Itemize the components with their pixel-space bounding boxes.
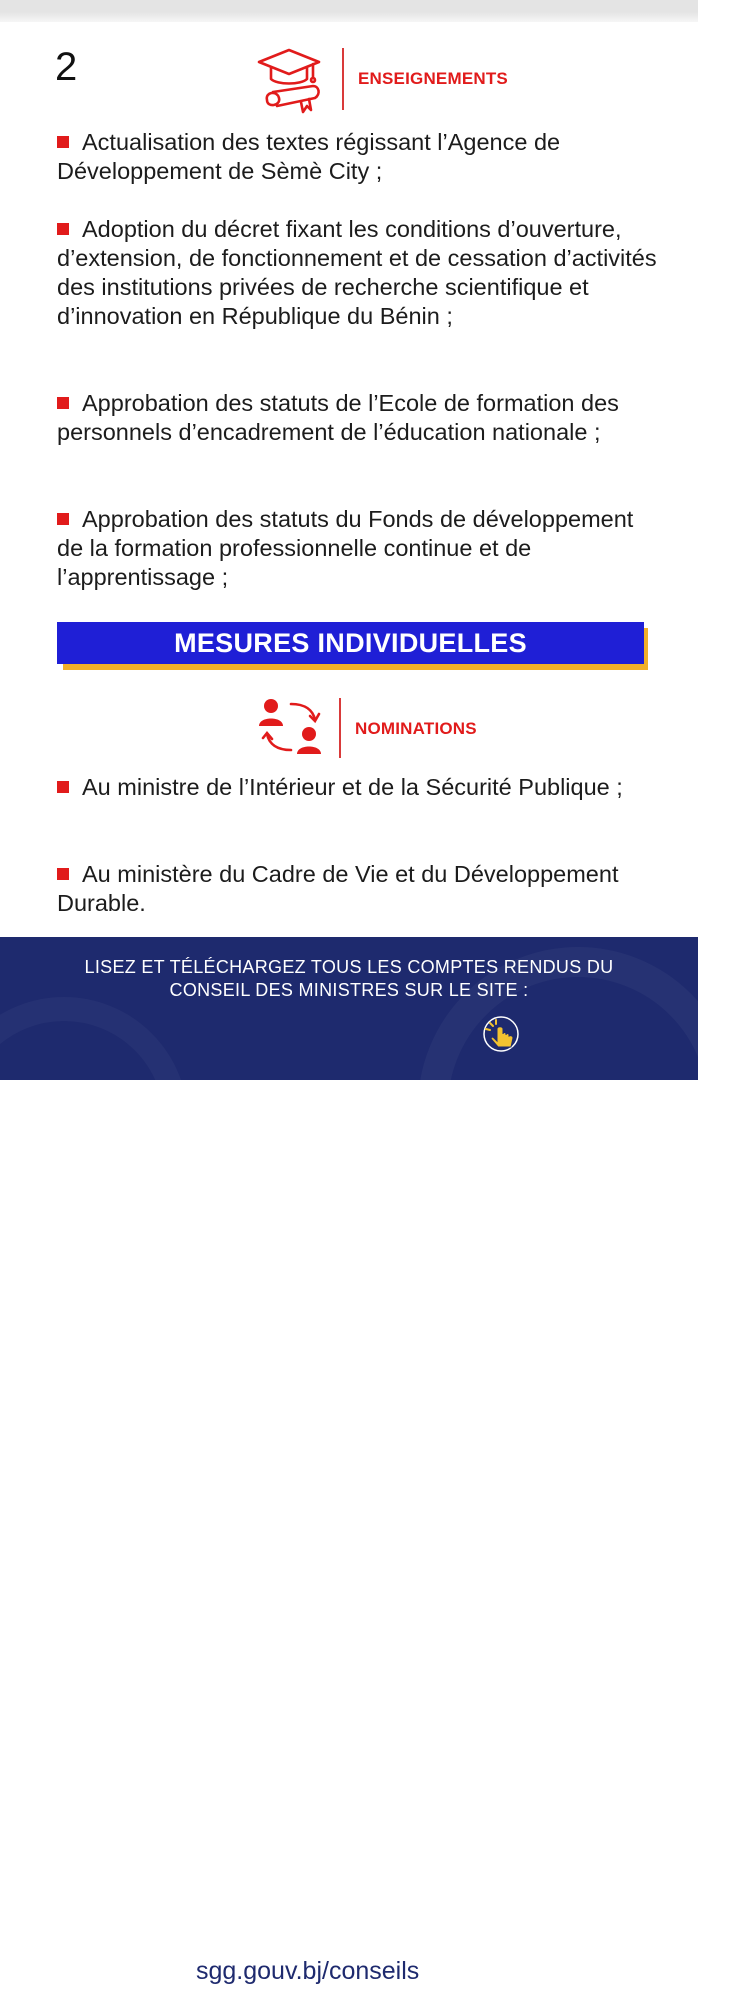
people-exchange-icon: [255, 692, 327, 762]
bullet-square-icon: [57, 397, 69, 409]
footer-call-to-action: LISEZ ET TÉLÉCHARGEZ TOUS LES COMPTES RENDUS DU CONSEIL DES MINISTRES SUR LE SITE :: [84, 957, 614, 1000]
list-item: Approbation des statuts du Fonds de développement de la formation professionnelle continue et de l’apprentissage ;: [57, 506, 634, 590]
divider-line: [339, 698, 341, 758]
section-header-nominations: [255, 692, 555, 762]
section-label: NOMINATIONS: [355, 719, 477, 738]
list-item: Au ministre de l’Intérieur et de la Sécurité Publique ;: [57, 773, 657, 802]
list-item: Approbation des statuts de l’Ecole de formation des personnels d’encadrement de l’éducation nationale ;: [57, 390, 619, 445]
bullet-square-icon: [57, 868, 69, 880]
footer-banner: [0, 937, 698, 1985]
section-header-enseignements: [255, 42, 555, 112]
decorative-circle: [0, 997, 188, 1245]
bullet-square-icon: [57, 136, 69, 148]
bullet-square-icon: [57, 781, 69, 793]
list-item: Actualisation des textes régissant l’Agence de Développement de Sèmè City ;: [57, 129, 561, 184]
section-label: ENSEIGNEMENTS: [358, 69, 508, 88]
page-number: 2: [55, 45, 78, 89]
bullet-square-icon: [57, 223, 69, 235]
website-link[interactable]: sgg.gouv.bj/conseils: [173, 1952, 473, 1991]
list-item: Adoption du décret fixant les conditions d’ouverture, d’extension, de fonctionnement et de cessation d’activités des institutions privées de recherche scientifique et d’innovation en République du Bénin ;: [57, 216, 657, 329]
hand-click-icon[interactable]: [478, 1014, 524, 1054]
section-banner: MESURES INDIVIDUELLES: [57, 622, 644, 664]
graduation-cap-diploma-icon: [255, 42, 327, 114]
top-strip: [0, 0, 698, 22]
list-item: Au ministère du Cadre de Vie et du Développement Durable.: [57, 861, 619, 916]
divider-line: [342, 48, 344, 110]
bullet-square-icon: [57, 513, 69, 525]
